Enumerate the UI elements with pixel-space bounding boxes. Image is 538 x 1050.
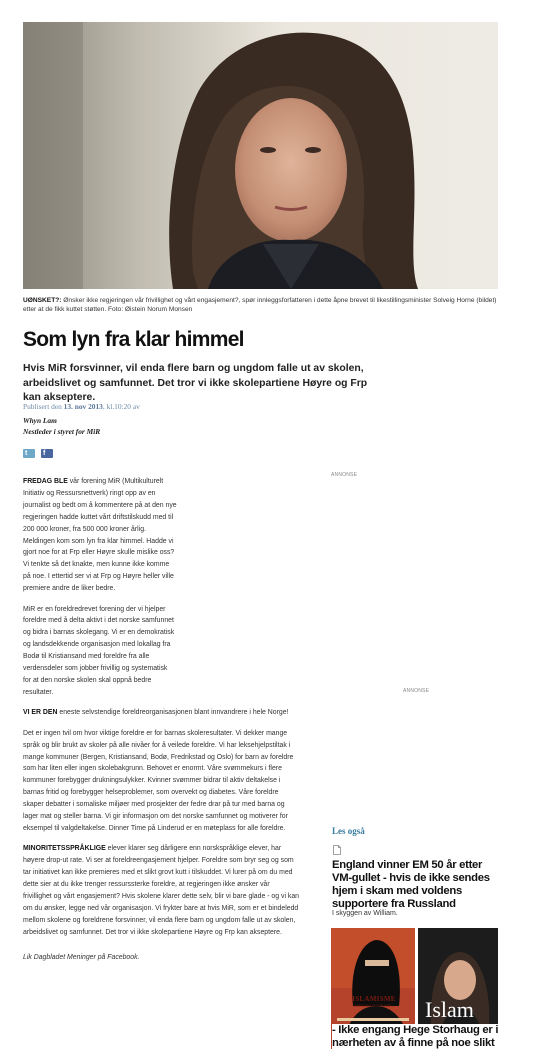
caption-text: Ønsker ikke regjeringen vår frivillighet og vårt engasjement?, spør innleggsforfatteren i dette åpne brevet til likestillingsminister Solveig Horne (bildet) etter at de fikk kuttet støtten. Foto: Øistein Norum Monsen (23, 297, 497, 314)
portrait-image (23, 22, 498, 289)
related-article-link[interactable]: England vinner EM 50 år etter VM-gullet - hvis de ikke sendes hjem i skam med voldens supportere fra Russland (332, 859, 490, 910)
article-title: Som lyn fra klar himmel (23, 328, 244, 351)
paragraph-text: Lik Dagbladet Meninger på Facebook. (23, 953, 140, 961)
published-suffix: , kl.10:20 av (102, 402, 140, 411)
hero-image (23, 22, 498, 289)
ad-label: ANNONSE (331, 472, 358, 478)
author-block (23, 415, 100, 437)
thumbnail-caption: Islam (425, 997, 474, 1022)
document-icon (333, 845, 341, 855)
facebook-like-link[interactable] (23, 952, 299, 964)
book-title: ISLAMISME (352, 995, 396, 1003)
paragraph-lead: FREDAG BLE (23, 478, 68, 485)
author-name[interactable]: Whyn Lam (23, 416, 57, 425)
article-paragraph (23, 843, 299, 938)
article-lead: Hvis MiR forsvinner, vil enda flere barn og ungdom falle ut av skolen, arbeidslivet og samfunnet. Det tror vi ikke skolepartiene Høyre og Frp kan akseptere. (23, 363, 368, 403)
facebook-share-button[interactable] (41, 449, 53, 458)
published-date[interactable]: 13. nov 2013 (63, 402, 103, 411)
book-subtitle: IDEOLOGI OG TRUSSEL (354, 1004, 394, 1008)
related-article-subtitle: I skyggen av William. (332, 910, 398, 917)
published-line (23, 402, 140, 411)
article-paragraph (23, 728, 299, 835)
article-paragraph (23, 707, 299, 719)
paragraph-text: MiR er en foreldredrevet forening der vi hjelper foreldre med å delta aktivt i det norske samfunnet og bidra i barnas skolegang. Vi er en demokratisk og landsdekkende organisasjon med lokallag fra Bodø til Kristiansand med foreldre fra alle verdensdeler som jobber frivillig og systematisk for at den norske skolen skal oppnå bedre resultater. (23, 605, 175, 696)
image-caption (23, 296, 503, 315)
caption-lead: UØNSKET?: (23, 297, 62, 304)
paragraph-lead: MINORITETSSPRÅKLIGE (23, 845, 106, 853)
article-body (23, 476, 299, 972)
article-paragraph (23, 476, 177, 595)
paragraph-text: elever klarer seg dårligere enn norskspråklige elever, har høyere drop-ut rate. Vi ser at foreldreengasjement hjelper. Foreldre som bryr seg og som tar initiativet kan ikke premieres med et slikt grovt kutt i tilskuddet. Vi lurer på om du med dette sier at du ikke trenger ressurssterke foreldre, at regjeringen ikke ønsker vår frivillighet og vårt engasjement? Hvis skolene klarer dette selv, blir vi bare glade - og vi kan om du ønsker, legge ned vår organisasjon. Vi frykter bare at hvis MiR, som er et bindeledd mellom skolene og foreldrene forsvinner, vil enda flere barn og ungdom falle ut av skolen, arbeidslivet og samfunnet. Det tror vi ikke skolepartiene Høyre og Frp kan akseptere. (23, 845, 300, 936)
twitter-icon: t (25, 450, 28, 457)
facebook-icon: f (43, 450, 46, 457)
paragraph-lead: VI ER DEN (23, 709, 58, 717)
twitter-share-button[interactable] (23, 449, 35, 458)
les-ogsa-heading: Les også (332, 826, 365, 836)
article-paragraph (23, 604, 177, 699)
paragraph-text: vår forening MiR (Multikulturelt Initiativ og Ressursnettverk) ringt opp av en journalist og bedt om å kommentere på at den nye regjeringen hadde kuttet vårt driftstilskudd med til 200 000 kroner, fra 500 000 kroner årlig. Meldingen kom som lyn fra klar himmel. Hadde vi gjort noe for at Frp eller Høyre skulle mislike oss? Vi tenkte så det knakte, men kunne ikke komme på noe. I ettertid ser vi at Frp og Høyre heller ville premiere andre de liker bedre. (23, 478, 177, 593)
ad-label: ANNONSE (403, 688, 430, 694)
paragraph-text: eneste selvstendige foreldreorganisasjonen blant innvandrere i hele Norge! (57, 709, 289, 717)
paragraph-text: Det er ingen tvil om hvor viktige foreldre er for barnas skoleresultater. Vi dekker mange språk og blir brukt av skoler på alle nivåer for å veilede foreldre. Vi har leksehjelpstiltak i mange kommuner (Bergen, Kristiansand, Bodø, Fredrikstad og Oslo) for barn av foreldre som har liten eller ingen skolebakgrunn. Behovet er enormt. Våre svømmekurs i flere kommuner forebygger drukningsulykker. Kvinner svømmer bidrar til aktiv deltakelse i barnas fritid og forebygger helseproblemer, som overvekt og diabetes. Våre foreldre skaper debatter i somaliske miljøer med prosjekter der fedre drar på tur med barna og lager mat og steller barna. Vi gir informasjon om det norske samfunnet og motiverer for eksempel til valgdeltakelse. Dinner Time på Linderud er en møteplass for alle foreldre. (23, 729, 294, 832)
published-prefix: Publisert den (23, 402, 64, 411)
author-title: Nestleder i styret for MiR (23, 427, 101, 436)
related-article-link[interactable]: - Ikke engang Hege Storhaug er i nærheten av å finne på noe slikt (332, 1024, 504, 1050)
